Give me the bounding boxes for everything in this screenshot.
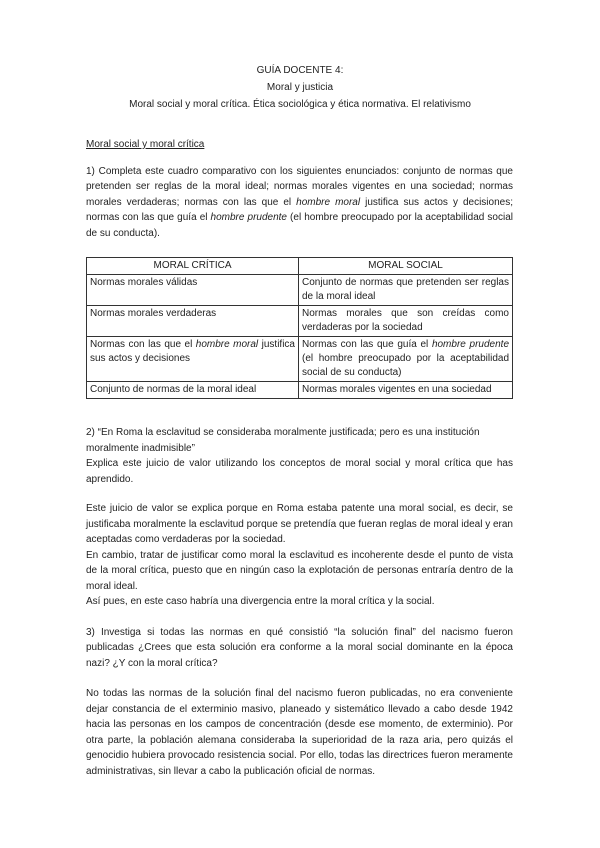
table-cell: Conjunto de normas de la moral ideal <box>87 382 299 399</box>
cell-italic: hombre prudente <box>431 339 510 350</box>
answer-2-paragraph: Este juicio de valor se explica porque en Roma estaba patente una moral social, es decir, se justificaba moralmente la esclavitud porque se pretendía que fueran reglas de moral ideal y eran aceptadas como verdaderas por la sociedad. <box>86 503 513 545</box>
cell-text: Normas con las que el <box>90 339 196 350</box>
question-1 <box>86 164 513 242</box>
answer-2-paragraph: Así pues, en este caso habría una divergencia entre la moral crítica y la social. <box>86 596 435 607</box>
table-cell: Normas morales que son creídas como verdaderas por la sociedad <box>299 306 513 337</box>
answer-2-paragraph: En cambio, tratar de justificar como moral la esclavitud es incoherente desde el punto de vista de la moral crítica, puesto que en ningún caso la explotación de personas entraría dentro de la moral ideal. <box>86 549 513 592</box>
q1-text: justifica sus actos y decisiones; normas con las que guía el <box>86 196 513 223</box>
document-body <box>86 137 513 779</box>
cell-text: (el hombre preocupado por la aceptabilidad social de su conducta) <box>302 353 509 378</box>
title-line-2: Moral y justicia <box>266 82 334 93</box>
cell-text: justifica sus actos y decisiones <box>90 339 295 364</box>
section-heading: Moral social y moral crítica <box>86 139 205 150</box>
q1-text: (el hombre preocupado por la aceptabilidad social de su conducta). <box>86 212 513 239</box>
column-header: MORAL CRÍTICA <box>87 258 299 275</box>
table-header-row <box>87 258 513 275</box>
table-row <box>87 337 513 382</box>
q1-text: 1) Completa este cuadro comparativo con los siguientes enunciados: conjunto de normas que pretenden ser reglas de la moral ideal; normas morales vigentes en una sociedad; normas morales verdaderas; normas con las que el <box>86 165 513 208</box>
table-cell: Normas morales verdaderas <box>87 306 299 337</box>
q2-prompt: Explica este juicio de valor utilizando los conceptos de moral social y moral crítica que has aprendido. <box>86 458 513 485</box>
q1-italic: hombre moral <box>296 196 361 208</box>
table-row <box>87 382 513 399</box>
table-cell: Normas morales vigentes en una sociedad <box>299 382 513 399</box>
column-header: MORAL SOCIAL <box>299 258 513 275</box>
q2-quote: 2) “En Roma la esclavitud se consideraba moralmente justificada; pero es una institución moralmente inadmisible” <box>86 427 480 454</box>
table-row <box>87 306 513 337</box>
cell-italic: hombre moral <box>195 339 259 350</box>
table-cell: Normas morales válidas <box>87 275 299 306</box>
comparison-table <box>86 257 513 399</box>
question-3: 3) Investiga si todas las normas en qué consistió “la solución final” del nacismo fueron publicadas ¿Crees que esta solución era conforme a la moral social dominante en la época nazi? ¿Y con la moral crítica? <box>86 626 513 669</box>
question-2 <box>86 425 513 487</box>
cell-text: Normas con las que guía el <box>302 339 432 350</box>
answer-3: No todas las normas de la solución final del nacismo fueron publicadas, no era conveniente dejar constancia de el exterminio masivo, planeado y sistemático llevado a cabo desde 1942 hacia las personas en los campos de concentración (desde ese momento, de exterminio). Por otra parte, la población alemana consideraba la superioridad de la raza aria, pero quizás el genocidio hubiera provocado resistencia social. Por ello, todas las directrices fueron meramente administrativas, sin llevar a cabo la publicación oficial de normas. <box>86 688 513 777</box>
title-line-1: GUÍA DOCENTE 4: <box>256 65 344 76</box>
table-cell: Conjunto de normas que pretenden ser reglas de la moral ideal <box>299 275 513 306</box>
title-line-3: Moral social y moral crítica. Ética sociológica y ética normativa. El relativismo <box>129 99 471 110</box>
table-cell <box>299 337 513 382</box>
document-title <box>0 62 600 113</box>
q1-italic: hombre prudente <box>210 212 287 223</box>
table-cell <box>87 337 299 382</box>
table-row <box>87 275 513 306</box>
answer-2 <box>86 501 513 610</box>
